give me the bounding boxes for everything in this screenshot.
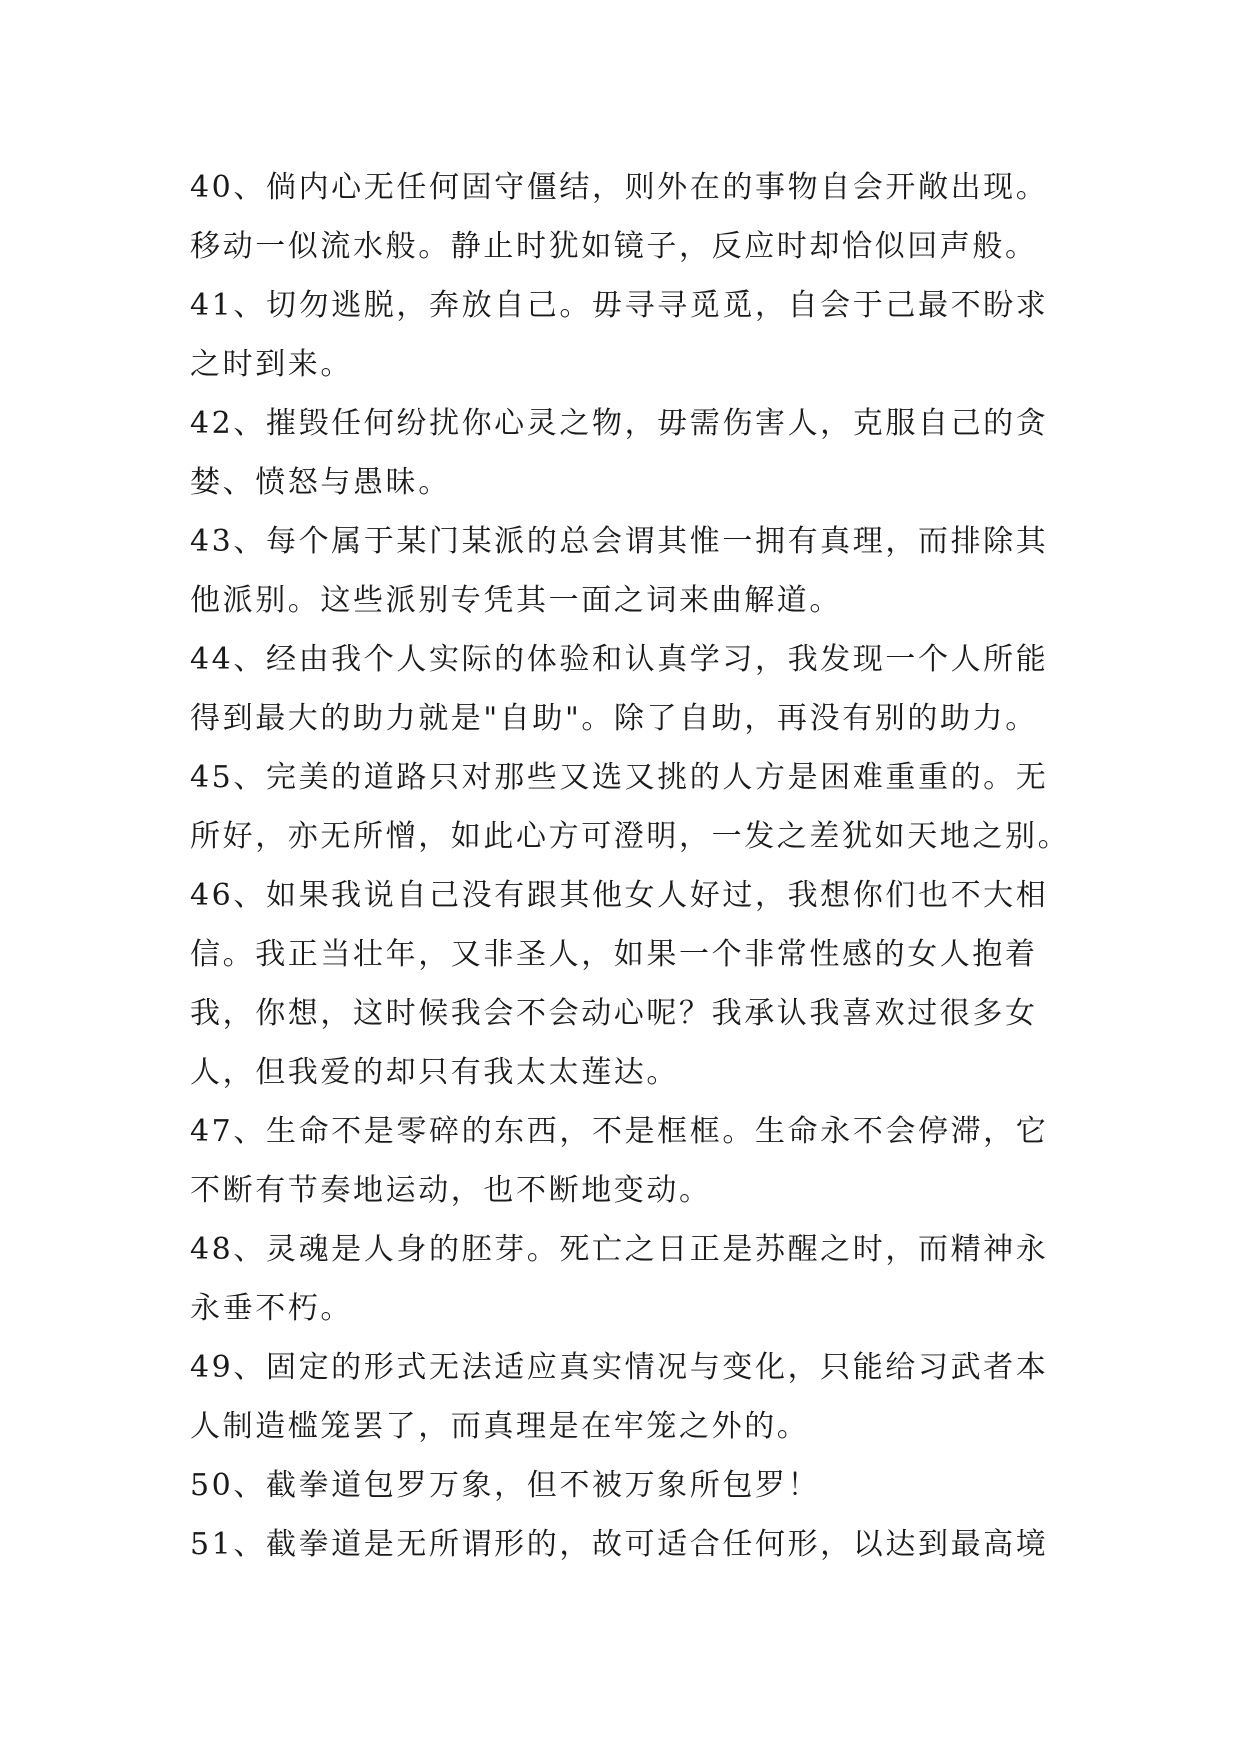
text-line-21: 49、固定的形式无法适应真实情况与变化，只能给习武者本 [190, 1350, 1049, 1385]
text-line-05: 42、摧毁任何纷扰你心灵之物，毋需伤害人，克服自己的贪 [190, 406, 1049, 441]
text-line-04: 之时到来。 [190, 347, 353, 382]
text-line-18: 不断有节奏地运动，也不断地变动。 [190, 1173, 712, 1208]
text-line-03: 41、切勿逃脱，奔放自己。毋寻寻觅觅，自会于己最不盼求 [190, 288, 1049, 323]
text-line-22: 人制造槛笼罢了，而真理是在牢笼之外的。 [190, 1409, 810, 1444]
text-line-06: 婪、愤怒与愚昧。 [190, 465, 451, 500]
text-line-15: 我，你想，这时候我会不会动心呢？我承认我喜欢过很多女 [190, 996, 1038, 1031]
text-line-20: 永垂不朽。 [190, 1291, 353, 1326]
document-body [190, 158, 1090, 1574]
text-line-09: 44、经由我个人实际的体验和认真学习，我发现一个人所能 [190, 642, 1049, 677]
text-line-10: 得到最大的助力就是"自助"。除了自助，再没有别的助力。 [190, 701, 1038, 736]
text-line-16: 人，但我爱的却只有我太太莲达。 [190, 1055, 679, 1090]
text-line-01: 40、倘内心无任何固守僵结，则外在的事物自会开敞出现。 [190, 170, 1049, 205]
text-line-08: 他派别。这些派别专凭其一面之词来曲解道。 [190, 583, 842, 618]
text-line-17: 47、生命不是零碎的东西，不是框框。生命永不会停滞，它 [190, 1114, 1049, 1149]
text-line-23: 50、截拳道包罗万象，但不被万象所包罗！ [190, 1468, 821, 1503]
text-line-02: 移动一似流水般。静止时犹如镜子，反应时却恰似回声般。 [190, 229, 1038, 264]
text-line-24: 51、截拳道是无所谓形的，故可适合任何形，以达到最高境 [190, 1527, 1049, 1562]
text-line-07: 43、每个属于某门某派的总会谓其惟一拥有真理，而排除其 [190, 524, 1049, 559]
text-line-19: 48、灵魂是人身的胚芽。死亡之日正是苏醒之时，而精神永 [190, 1232, 1049, 1267]
text-line-11: 45、完美的道路只对那些又选又挑的人方是困难重重的。无 [190, 760, 1049, 795]
text-line-12: 所好，亦无所憎，如此心方可澄明，一发之差犹如天地之别。 [190, 819, 1071, 854]
text-line-14: 信。我正当壮年，又非圣人，如果一个非常性感的女人抱着 [190, 937, 1038, 972]
text-line-13: 46、如果我说自己没有跟其他女人好过，我想你们也不大相 [190, 878, 1049, 913]
